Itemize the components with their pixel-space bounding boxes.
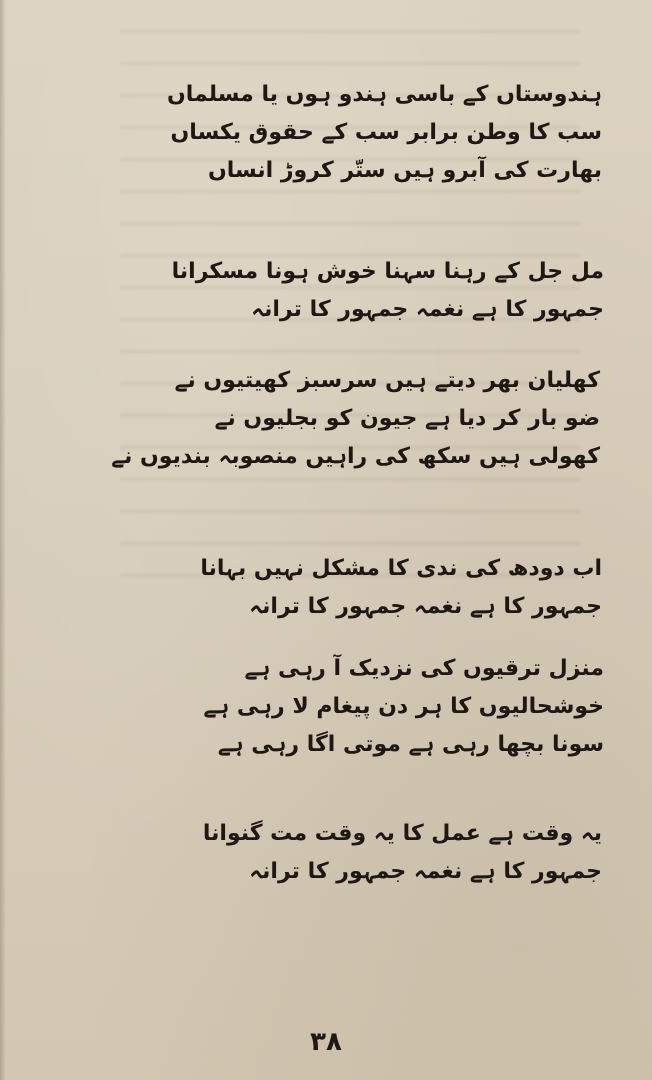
- poem-stanza-3: [111, 362, 600, 476]
- poem-stanza-1: [167, 76, 602, 190]
- poem-line: ہندوستاں کے باسی ہندو ہوں یا مسلماں: [167, 82, 602, 107]
- poem-line: اب دودھ کی ندی کا مشکل نہیں بہانا: [200, 556, 602, 581]
- poem-stanza-6: [203, 815, 602, 891]
- poem-line: کھولی ہیں سکھ کی راہیں منصوبہ بندیوں نے: [111, 444, 600, 469]
- poem-refrain-line: جمہور کا ہے نغمہ جمہور کا ترانہ: [249, 859, 602, 884]
- poem-line: مل جل کے رہنا سہنا خوش ہونا مسکرانا: [171, 259, 604, 284]
- poem-stanza-2: [172, 253, 604, 329]
- poem-line: یہ وقت ہے عمل کا یہ وقت مت گنوانا: [202, 821, 602, 846]
- poem-refrain-line: جمہور کا ہے نغمہ جمہور کا ترانہ: [251, 297, 604, 322]
- page-number: ۳۸: [310, 1027, 342, 1057]
- poem-line: سونا بچھا رہی ہے موتی اگا رہی ہے: [217, 732, 604, 757]
- poem-line: کھلیان بھر دیتے ہیں سرسبز کھیتیوں نے: [174, 368, 600, 393]
- poem-line: ضو بار کر دیا ہے جیون کو بجلیوں نے: [214, 406, 600, 431]
- poem-line: سب کا وطن برابر سب کے حقوق یکساں: [170, 120, 602, 145]
- poem-line: بھارت کی آبرو ہیں ستّر کروڑ انساں: [207, 158, 602, 183]
- poem-line: منزل ترقیوں کی نزدیک آ رہی ہے: [244, 656, 604, 681]
- poem-refrain-line: جمہور کا ہے نغمہ جمہور کا ترانہ: [249, 594, 602, 619]
- poem-stanza-5: [203, 650, 604, 764]
- poem-stanza-4: [200, 550, 602, 626]
- poem-line: خوشحالیوں کا ہر دن پیغام لا رہی ہے: [203, 694, 604, 719]
